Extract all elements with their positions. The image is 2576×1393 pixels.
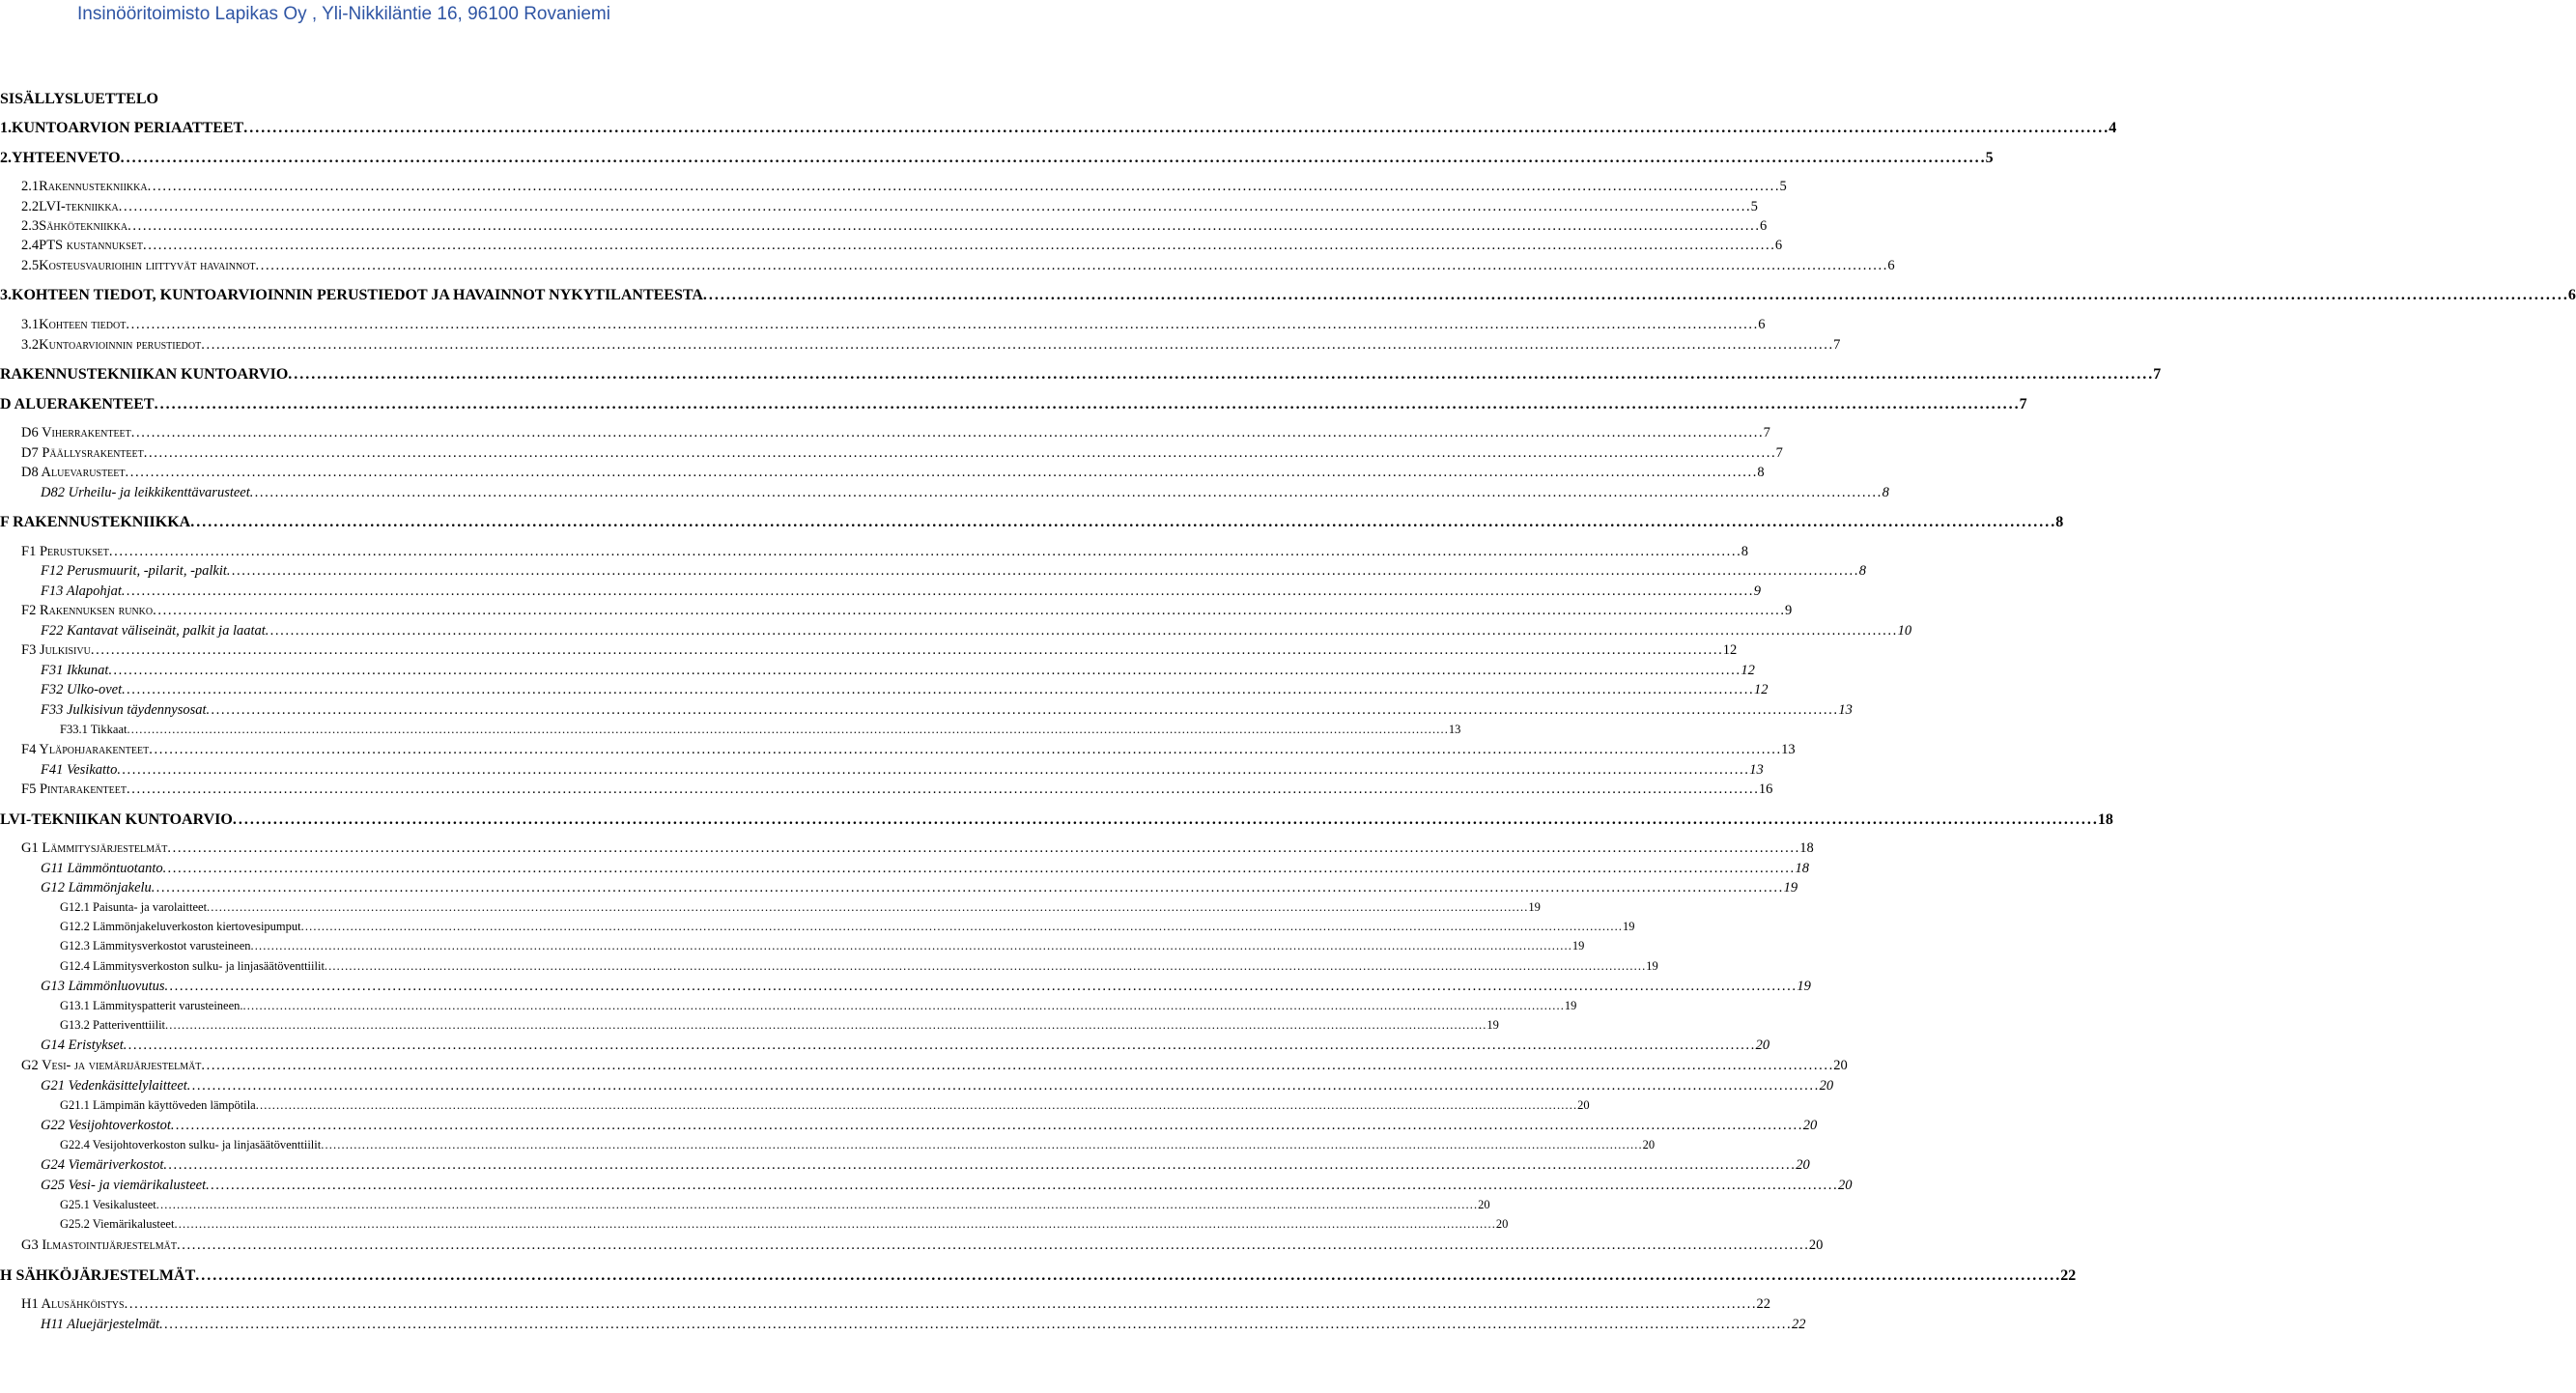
toc-dot-leader	[126, 465, 1756, 481]
toc-dot-leader	[201, 1058, 1831, 1074]
toc-entry-page: 6	[1758, 317, 1766, 332]
toc-entry-number: 3.1	[21, 317, 40, 332]
toc-entry-page: 5	[1779, 179, 1787, 194]
toc-dot-leader	[127, 782, 1757, 798]
toc-entry-title: F31 Ikkunat	[41, 663, 109, 678]
toc-entry-title: F5 Pintarakenteet	[21, 782, 127, 797]
toc-entry-page: 20	[1796, 1157, 1810, 1173]
toc-entry[interactable]	[0, 623, 1912, 640]
toc-entry-page: 13	[1838, 702, 1853, 718]
toc-entry[interactable]	[0, 317, 1766, 333]
toc-entry-page: 4	[2109, 120, 2117, 136]
toc-entry[interactable]	[0, 742, 1796, 758]
toc-entry[interactable]	[0, 583, 1762, 600]
toc-dot-leader	[155, 396, 2018, 413]
toc-dot-leader	[177, 1237, 1807, 1254]
toc-dot-leader	[703, 287, 2566, 304]
toc-entry[interactable]	[0, 959, 1658, 974]
toc-entry-page: 20	[1755, 1038, 1770, 1053]
toc-dot-leader	[126, 317, 1756, 333]
toc-entry[interactable]	[0, 1098, 1590, 1113]
toc-entry-title: F33 Julkisivun täydennysosat	[41, 702, 207, 718]
toc-entry[interactable]	[0, 563, 1867, 580]
toc-dot-leader	[127, 723, 1446, 737]
toc-entry-number: 2.1	[21, 179, 40, 194]
toc-dot-leader	[251, 939, 1571, 953]
toc-entry-title: G25 Vesi- ja viemärikalusteet	[41, 1178, 207, 1193]
toc-entry-title: G21 Vedenkäsittelylaitteet	[41, 1078, 187, 1094]
toc-entry-page: 19	[1646, 959, 1658, 973]
toc-dot-leader	[256, 258, 1886, 274]
toc-entry[interactable]	[0, 120, 2117, 137]
toc-entry-page: 22	[2060, 1267, 2077, 1284]
toc-entry[interactable]	[0, 1018, 1499, 1033]
toc-entry[interactable]	[0, 445, 1783, 462]
toc-entry-title: H SÄHKÖJÄRJESTELMÄT	[0, 1267, 196, 1284]
toc-entry-title: G13.2 Patteriventtiilit	[60, 1018, 166, 1032]
toc-entry-page: 7	[1775, 445, 1783, 461]
toc-entry-page: 8	[1741, 544, 1749, 559]
toc-entry-title: KUNTOARVION PERIAATTEET	[12, 120, 244, 136]
toc-entry[interactable]	[0, 396, 2027, 413]
toc-entry[interactable]	[0, 1157, 1810, 1174]
toc-dot-leader	[153, 603, 1783, 619]
toc-entry-title: G22 Vesijohtoverkostot	[41, 1118, 171, 1133]
toc-entry[interactable]	[0, 663, 1755, 679]
toc-entry-title: G2 Vesi- ja viemärijärjestelmät	[21, 1058, 202, 1073]
toc-dot-leader	[250, 485, 1881, 501]
toc-entry-page: 5	[1750, 199, 1758, 214]
toc-dot-leader	[174, 1217, 1493, 1232]
toc-entry-page: 6	[2567, 287, 2576, 303]
toc-entry[interactable]	[0, 514, 2064, 531]
toc-entry-title: G1 Lämmitysjärjestelmät	[21, 840, 168, 856]
toc-dot-leader	[227, 563, 1857, 580]
toc-entry-page: 19	[1797, 979, 1811, 994]
toc-entry-title: G22.4 Vesijohtoverkoston sulku- ja linjasäätöventtiilit	[60, 1138, 322, 1151]
toc-entry-page: 5	[1985, 150, 1994, 166]
toc-entry-page: 8	[1757, 465, 1765, 480]
toc-entry-page: 12	[1722, 642, 1738, 658]
toc-dot-leader	[119, 199, 1749, 215]
toc-entry[interactable]	[0, 544, 1749, 560]
toc-dot-leader	[301, 920, 1621, 934]
toc-title: SISÄLLYSLUETTELO	[0, 91, 158, 107]
toc-entry-page: 6	[1759, 218, 1768, 234]
toc-dot-leader	[91, 642, 1721, 659]
toc-entry[interactable]	[0, 1138, 1656, 1152]
toc-dot-leader	[206, 1178, 1836, 1194]
toc-entry-page: 9	[1753, 583, 1762, 599]
toc-entry[interactable]	[0, 840, 1814, 857]
toc-entry[interactable]	[0, 485, 1889, 501]
toc-entry-number: 3.2	[21, 337, 40, 353]
toc-entry-title: YHTEENVETO	[12, 150, 121, 166]
toc-entry-title: H11 Aluejärjestelmät	[41, 1317, 160, 1332]
toc-entry[interactable]	[0, 337, 1841, 354]
toc-entry-title: F41 Vesikatto	[41, 762, 118, 778]
toc-dot-leader	[131, 425, 1762, 441]
toc-entry-title: LVI-TEKNIIKAN KUNTOARVIO	[0, 811, 233, 828]
toc-entry[interactable]	[0, 603, 1793, 619]
toc-entry[interactable]	[0, 1038, 1770, 1054]
toc-dot-leader	[124, 1038, 1754, 1054]
toc-dot-leader	[190, 514, 2053, 531]
toc-dot-leader	[156, 1198, 1476, 1212]
toc-entry-title: G12.4 Lämmitysverkoston sulku- ja linjasäätöventtiilit	[60, 959, 325, 973]
toc-entry[interactable]	[0, 979, 1811, 995]
toc-entry-title: D8 Aluevarusteet	[21, 465, 126, 480]
toc-entry-title: G12.2 Lämmönjakeluverkoston kiertovesipumput	[60, 920, 301, 933]
toc-entry-title: LVI-tekniikka	[39, 199, 119, 214]
toc-entry[interactable]	[0, 762, 1764, 779]
toc-entry[interactable]	[0, 1267, 2077, 1285]
toc-entry[interactable]	[0, 682, 1769, 698]
toc-dot-leader	[144, 445, 1774, 462]
toc-dot-leader	[266, 623, 1896, 640]
toc-entry-title: F13 Alapohjat	[41, 583, 122, 599]
toc-entry-page: 6	[1887, 258, 1895, 273]
toc-entry[interactable]	[0, 880, 1798, 896]
toc-entry-page: 19	[1486, 1018, 1499, 1032]
toc-entry[interactable]	[0, 1178, 1853, 1194]
page-header: Insinööritoimisto Lapikas Oy , Yli-Nikkiläntie 16, 96100 Rovaniemi	[77, 4, 610, 24]
toc-entry[interactable]	[0, 723, 1461, 737]
toc-entry-title: G3 Ilmastointijärjestelmät	[21, 1237, 177, 1253]
toc-entry[interactable]	[0, 642, 1738, 659]
toc-entry-page: 19	[1528, 900, 1541, 914]
toc-entry-page: 20	[1819, 1078, 1834, 1094]
toc-entry[interactable]	[0, 920, 1635, 934]
toc-entry-title: F12 Perusmuurit, -pilarit, -palkit	[41, 563, 227, 579]
toc-entry-page: 7	[2019, 396, 2027, 412]
toc-entry-page: 8	[1858, 563, 1867, 579]
toc-entry-title: F2 Rakennuksen runko	[21, 603, 154, 618]
toc-entry-title: Kuntoarvioinnin perustiedot	[39, 337, 202, 353]
toc-entry[interactable]	[0, 1078, 1834, 1094]
toc-entry-title: Kohteen tiedot	[39, 317, 127, 332]
toc-entry-title: Sähkötekniikka	[39, 218, 128, 234]
toc-dot-leader	[321, 1138, 1640, 1152]
toc-entry-page: 18	[1795, 861, 1809, 876]
toc-entry-page: 12	[1741, 663, 1755, 678]
toc-entry-page: 10	[1897, 623, 1912, 639]
toc-entry[interactable]	[0, 999, 1577, 1013]
toc-entry-page: 19	[1783, 880, 1798, 896]
toc-entry-title: KOHTEEN TIEDOT, KUNTOARVIOINNIN PERUSTIEDOT JA HAVAINNOT NYKYTILANTEESTA	[12, 287, 703, 303]
toc-dot-leader	[122, 583, 1752, 600]
toc-entry-title: G12.1 Paisunta- ja varolaitteet	[60, 900, 208, 914]
toc-entry[interactable]	[0, 1317, 1806, 1333]
toc-entry-title: G14 Eristykset	[41, 1038, 124, 1053]
toc-entry-title: G11 Lämmöntuotanto	[41, 861, 163, 876]
toc-dot-leader	[171, 1118, 1801, 1134]
toc-entry[interactable]	[0, 1237, 1824, 1254]
toc-entry-number: 2.4	[21, 238, 40, 253]
toc-dot-leader	[165, 979, 1796, 995]
toc-entry-page: 20	[1808, 1237, 1824, 1253]
toc-entry-number: 2.2	[21, 199, 40, 214]
toc-entry-page: 18	[1799, 840, 1814, 856]
toc-entry-page: 7	[1833, 337, 1841, 353]
toc-entry[interactable]	[0, 939, 1585, 953]
toc-dot-leader	[243, 999, 1563, 1013]
toc-entry-title: F RAKENNUSTEKNIIKKA	[0, 514, 191, 530]
toc-dot-leader	[143, 238, 1773, 254]
toc-entry-title: D6 Viherrakenteet	[21, 425, 131, 441]
toc-entry[interactable]	[0, 238, 1783, 254]
toc-entry-page: 6	[1774, 238, 1783, 253]
toc-entry-number: 2.5	[21, 258, 40, 273]
toc-entry-page: 7	[2153, 366, 2162, 383]
toc-dot-leader	[149, 742, 1779, 758]
toc-entry[interactable]	[0, 782, 1773, 798]
toc-entry[interactable]	[0, 861, 1809, 877]
toc-entry-page: 20	[1478, 1198, 1490, 1211]
toc-entry[interactable]	[0, 811, 2113, 829]
toc-dot-leader	[125, 1296, 1755, 1313]
toc-entry[interactable]	[0, 218, 1768, 235]
toc-dot-leader	[195, 1267, 2058, 1285]
toc-entry-title: G24 Viemäriverkostot	[41, 1157, 164, 1173]
toc-dot-leader	[152, 880, 1782, 896]
toc-entry-title: G13 Lämmönluovutus	[41, 979, 165, 994]
toc-entry[interactable]	[0, 199, 1758, 215]
toc-entry-title: H1 Alusähköistys	[21, 1296, 125, 1312]
toc-dot-leader	[207, 702, 1837, 719]
toc-dot-leader	[117, 762, 1747, 779]
toc-entry[interactable]	[0, 1118, 1818, 1134]
toc-entry[interactable]	[0, 287, 2576, 304]
toc-entry-page: 20	[1838, 1178, 1853, 1193]
toc-dot-leader	[243, 120, 2107, 137]
toc-entry-title: Rakennustekniikka	[39, 179, 148, 194]
toc-dot-leader	[163, 1157, 1794, 1174]
toc-dot-leader	[159, 1317, 1790, 1333]
toc-entry[interactable]	[0, 702, 1853, 719]
toc-entry-page: 9	[1785, 603, 1793, 618]
toc-entry[interactable]	[0, 425, 1770, 441]
toc-dot-leader	[167, 840, 1798, 857]
toc-entry-title: RAKENNUSTEKNIIKAN KUNTOARVIO	[0, 366, 289, 383]
toc-dot-leader	[165, 1018, 1485, 1033]
toc-entry-title: PTS kustannukset	[39, 238, 143, 253]
toc-entry-title: G25.2 Viemärikalusteet	[60, 1217, 175, 1231]
toc-entry[interactable]	[0, 258, 1895, 274]
toc-entry-page: 20	[1802, 1118, 1818, 1133]
toc-entry[interactable]	[0, 1217, 1509, 1232]
toc-entry[interactable]	[0, 1198, 1490, 1212]
toc-entry[interactable]	[0, 150, 1994, 167]
toc-entry-title: D ALUERAKENTEET	[0, 396, 155, 412]
toc-entry-page: 22	[1791, 1317, 1806, 1332]
toc-dot-leader	[233, 811, 2096, 829]
toc-entry[interactable]	[0, 179, 1787, 195]
toc-entry-title: F4 Yläpohjarakenteet	[21, 742, 150, 757]
toc-entry-page: 19	[1571, 939, 1585, 952]
toc-entry-title: G13.1 Lämmityspatterit varusteineen.	[60, 999, 243, 1012]
toc-entry-page: 20	[1495, 1217, 1509, 1231]
toc-entry-page: 12	[1754, 682, 1769, 697]
toc-entry[interactable]	[0, 1058, 1848, 1074]
toc-dot-leader	[148, 179, 1778, 195]
toc-dot-leader	[187, 1078, 1818, 1094]
toc-entry-title: F22 Kantavat väliseinät, palkit ja laatat	[41, 623, 266, 639]
toc-entry-page: 20	[1577, 1098, 1590, 1112]
toc-entry-page: 13	[1448, 723, 1461, 736]
toc-dot-leader	[207, 900, 1526, 915]
toc-entry-number: 1.	[0, 120, 12, 136]
toc-entry-page: 20	[1642, 1138, 1656, 1151]
toc-entry-page: 7	[1763, 425, 1770, 441]
toc-entry-page: 8	[2055, 514, 2064, 530]
toc-entry[interactable]	[0, 1296, 1770, 1313]
toc-dot-leader	[122, 682, 1752, 698]
toc-dot-leader	[288, 366, 2151, 384]
toc-dot-leader	[108, 663, 1739, 679]
toc-entry-title: F33.1 Tikkaat	[60, 723, 127, 736]
toc-dot-leader	[121, 150, 1984, 167]
toc-entry-title: D7 Päällysrakenteet	[21, 445, 144, 461]
toc-dot-leader	[201, 337, 1831, 354]
toc-entry-number: 2.3	[21, 218, 40, 234]
toc-entry-title: G12.3 Lämmitysverkostot varusteineen	[60, 939, 251, 952]
toc-entry[interactable]	[0, 900, 1541, 915]
toc-entry-number: 3.	[0, 287, 12, 303]
toc-entry[interactable]	[0, 366, 2162, 384]
toc-entry-title: G25.1 Vesikalusteet	[60, 1198, 156, 1211]
toc-entry-page: 22	[1756, 1296, 1770, 1312]
toc-entry-page: 8	[1882, 485, 1889, 500]
toc-entry-title: F1 Perustukset	[21, 544, 109, 559]
toc-dot-leader	[256, 1098, 1575, 1113]
toc-entry-title: G21.1 Lämpimän käyttöveden lämpötila	[60, 1098, 256, 1112]
toc-entry-title: F32 Ulko-ovet	[41, 682, 123, 697]
toc-dot-leader	[163, 861, 1794, 877]
toc-entry-title: Kosteusvaurioihin liittyvät havainnot	[39, 258, 256, 273]
toc-entry-page: 16	[1758, 782, 1773, 797]
toc-dot-leader	[109, 544, 1740, 560]
toc-entry-page: 19	[1564, 999, 1577, 1012]
toc-dot-leader	[325, 959, 1644, 974]
toc-entry-page: 13	[1749, 762, 1764, 778]
toc-entry-page: 20	[1833, 1058, 1848, 1073]
toc-entry-page: 13	[1781, 742, 1796, 757]
toc-entry-page: 19	[1622, 920, 1635, 933]
toc-entry[interactable]	[0, 465, 1765, 481]
toc-dot-leader	[127, 218, 1758, 235]
toc-entry-number: 2.	[0, 150, 12, 166]
toc-entry-page: 18	[2097, 811, 2113, 828]
toc-entry-title: G12 Lämmönjakelu	[41, 880, 152, 896]
toc-entry-title: F3 Julkisivu	[21, 642, 91, 658]
toc-entry-title: D82 Urheilu- ja leikkikenttävarusteet	[41, 485, 250, 500]
